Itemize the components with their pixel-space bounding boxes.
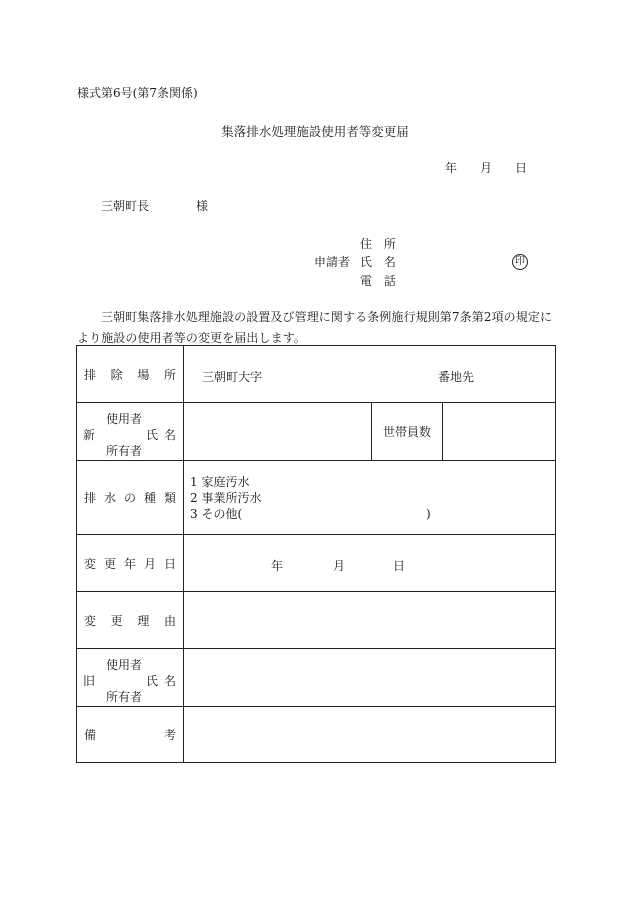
old-user-name-label: 氏名 [146,674,183,688]
household-label: 世帯員数 [382,425,431,439]
change-date-day: 日 [393,559,406,573]
reason-label-cell [77,592,184,649]
household-value-cell[interactable] [443,403,556,461]
new-user-name-label: 氏名 [146,428,183,442]
row-location [77,346,556,403]
new-user-bottom: 所有者 [106,444,143,458]
old-user-name-cell[interactable] [184,649,556,707]
household-label-cell [372,403,443,461]
change-date-year: 年 [271,559,284,573]
change-date-month: 月 [333,559,346,573]
location-value-cell[interactable] [184,346,556,403]
old-user-side: 旧 [83,674,96,688]
location-prefix: 三朝町大字 [202,370,263,384]
new-user-top: 使用者 [106,412,143,426]
location-label: 排 除 場 所 [84,367,176,382]
applicant-address-label: 住 所 [360,237,400,251]
drain-type-value-cell[interactable] [184,461,556,535]
old-user-label-cell [77,649,184,707]
drain-option-business[interactable]: 2 事業所汚水 [190,491,262,505]
form-number: 様式第6号(第7条関係) [77,86,198,100]
row-old-user [77,649,556,707]
date-year: 年 [445,161,458,175]
remarks-value-cell[interactable] [184,707,556,763]
document-title: 集落排水処理施設使用者等変更届 [221,124,409,139]
change-date-label: 変 更 年 月 日 [84,556,176,571]
body-text: 三朝町集落排水処理施設の設置及び管理に関する条例施行規則第7条第2項の規定により施設の使用者等の変更を届出します。 [77,310,553,345]
applicant-label: 申請者 [314,255,351,269]
date-month: 月 [480,161,493,175]
change-date-label-cell [77,535,184,592]
location-suffix: 番地先 [438,370,475,384]
applicant-phone-label: 電 話 [360,274,400,288]
seal-mark: 印 [512,254,528,270]
old-user-top: 使用者 [106,658,143,672]
drain-option-household[interactable]: 1 家庭汚水 [190,475,250,489]
new-user-name-cell[interactable] [184,403,372,461]
drain-option-other-close: ) [426,507,431,521]
new-user-label-cell [77,403,184,461]
old-user-bottom: 所有者 [106,690,143,704]
date-day: 日 [515,161,528,175]
location-label-cell [77,346,184,403]
row-reason [77,592,556,649]
addressee-honorific: 様 [196,199,209,213]
addressee-name: 三朝町長 [101,199,150,213]
reason-label: 変 更 理 由 [84,613,176,628]
row-drain-type [77,461,556,535]
drain-type-label: 排 水 の 種 類 [84,491,176,505]
reason-value-cell[interactable] [184,592,556,649]
row-change-date [77,535,556,592]
new-user-side: 新 [83,428,96,442]
remarks-label-cell [77,707,184,763]
form-table [76,345,556,763]
row-remarks [77,707,556,763]
drain-type-label-cell [77,461,184,535]
applicant-name-label: 氏 名 [360,255,400,269]
row-new-user [77,403,556,461]
remarks-label: 備 考 [84,728,176,742]
drain-option-other[interactable]: 3 その他( ) [190,507,431,521]
change-date-value-cell[interactable] [184,535,556,592]
